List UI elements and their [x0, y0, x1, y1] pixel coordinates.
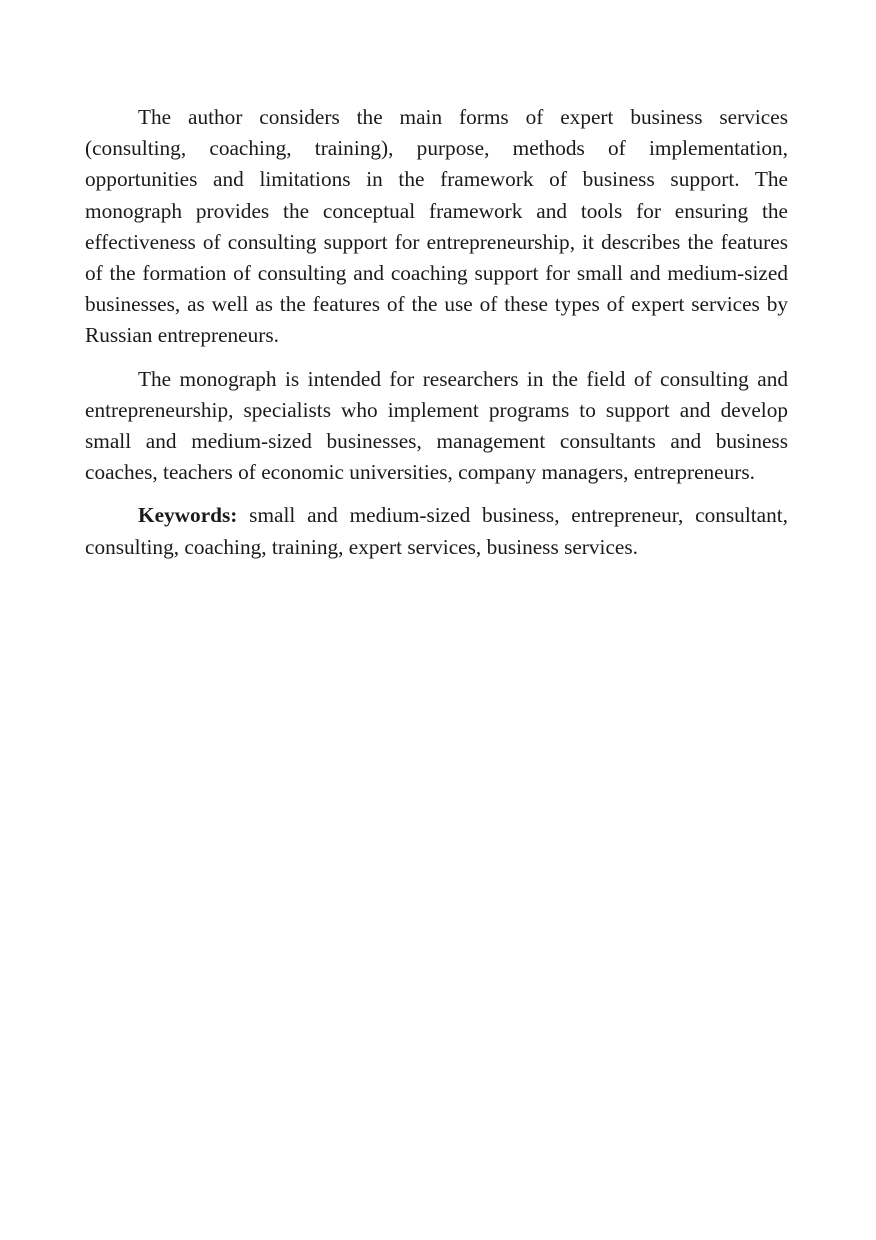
abstract-paragraph-1: The author considers the main forms of expert business services (consulting, coaching, training), purpose, methods of implementation, opportunities and limitations in the framework of business support. The monograph provides the conceptual framework and tools for ensuring the effectiveness of consulting support for entrepreneurship, it describes the features of the formation of consulting and coaching support for small and medium-sized businesses, as well as the features of the use of these types of expert services by Russian entrepreneurs. [85, 105, 788, 348]
document-page [85, 102, 788, 575]
keywords-list: small and medium-sized business, entrepreneur, consultant, consulting, coaching, training, expert services, business services. [85, 503, 788, 559]
keywords-paragraph [85, 500, 788, 562]
abstract-paragraph-2: The monograph is intended for researchers in the field of consulting and entrepreneurship, specialists who implement programs to support and develop small and medium-sized businesses, management consultants and business coaches, teachers of economic universities, company managers, entrepreneurs. [85, 366, 788, 485]
keywords-label: Keywords: [138, 503, 238, 528]
